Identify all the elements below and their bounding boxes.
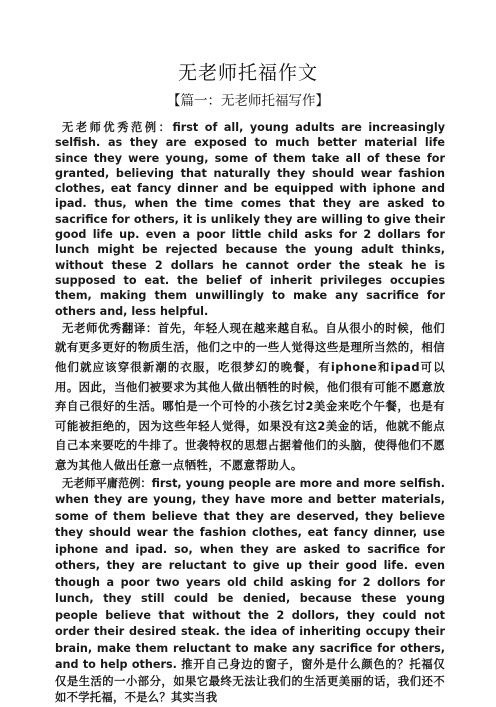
mediocre-example-text: 无老师平庸范例：first, young people are more and more selfish. when they are young, they have more and better materials, some of them believe that they are deserved, they believe they should wear the fashion clothes, eat fancy dinner, use iphone and ipad. so, when they are asked to sacrifice for others, they are reluctant to give up their good life. even though a poor two years old child asking for 2 dollors for lunch, they still could be denied, because these young people believe that without the 2 dollors, they could not order their desired steak. the idea of inheriting occupy their brain, make them reluctant to make any sacrifice for others, and to help others. xyxy=(55,476,445,672)
paragraph-excellent-example: 无老师优秀范例：first of all, young adults are increasingly selfish. as they are exposed to much better material life since they were young, some of them take all of these for granted, believing that naturally they should wear fashion clothes, eat fancy dinner and be equipped with iphone and ipad. thus, when the time comes that they are asked to sacrifice for others, it is unlikely they are willing to give their good life up. even a poor little child asks for 2 dollars for lunch might be rejected because the young adult thinks, without these 2 dollars he cannot order the steak he is supposed to eat. the belief of inherit privileges occupies them, making them unwillingly to make any sacrifice for others and, less helpful. xyxy=(55,121,445,318)
paragraph-mediocre-example xyxy=(55,476,445,707)
section-heading: 【篇一：无老师托福写作】 xyxy=(167,93,329,109)
page-title: 无老师托福作文 xyxy=(177,62,318,84)
document-body xyxy=(55,120,445,707)
paragraph-excellent-translation: 无老师优秀翻译：首先，年轻人现在越来越自私。自从很小的时候，他们就有更多更好的物质生活，他们之中的一些人觉得这些是理所当然的，相信他们就应该穿很新潮的衣服，吃很梦幻的晚餐，有iphone和ipad可以用。因此，当他们被要求为其他人做出牺牲的时候，他们很有可能不愿意放弃自己很好的生活。哪怕是一个可怜的小孩乞讨2美金来吃个午餐，也是有可能被拒绝的，因为这些年轻人觉得，如果没有这2美金的话，他就不能点自己本来要吃的牛排了。世袭特权的思想占据着他们的头脑，使得他们不愿意为其他人做出任意一点牺牲，不愿意帮助人。 xyxy=(55,320,445,473)
closing-remarks-text: 推开自己身边的窗子，窗外是什么颜色的？托福仅仅是生活的一小部分，如果它最终无法让我们的生活更美丽的话，我们还不如不学托福，不是么？其实当我 xyxy=(55,658,445,705)
